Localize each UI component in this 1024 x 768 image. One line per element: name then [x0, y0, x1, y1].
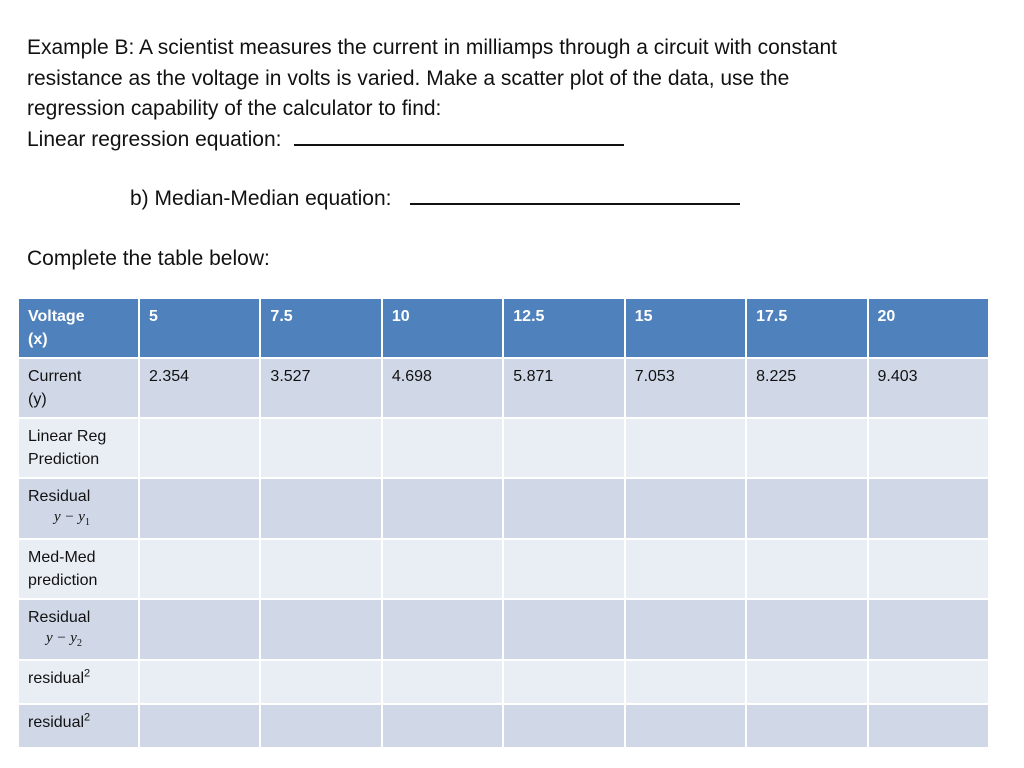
row-label-linear-prediction — [18, 418, 139, 478]
current-cell: 8.225 — [746, 358, 867, 418]
residual-2-formula-text: y − y — [46, 630, 77, 646]
voltage-cell: 5 — [139, 298, 260, 358]
row-label-medmed-prediction — [18, 539, 139, 599]
residual-squared-1-label: residual — [28, 670, 85, 687]
residual-squared-1-input-cell[interactable] — [868, 660, 989, 704]
medmed-prediction-input-cell[interactable] — [260, 539, 381, 599]
voltage-cell: 15 — [625, 298, 746, 358]
residual-squared-2-input-cell[interactable] — [382, 704, 503, 748]
row-label-residual-1 — [18, 478, 139, 539]
current-cell: 7.053 — [625, 358, 746, 418]
residual-1-input-cell[interactable] — [625, 478, 746, 539]
residual-2-input-cell[interactable] — [746, 599, 867, 660]
residual-2-label: Residual — [28, 609, 91, 626]
residual-squared-2-exponent: 2 — [84, 711, 91, 724]
problem-line-3: regression capability of the calculator to find: — [27, 97, 442, 120]
residual-2-input-cell[interactable] — [382, 599, 503, 660]
row-label-voltage — [18, 298, 139, 358]
residual-squared-2-input-cell[interactable] — [746, 704, 867, 748]
table-row-residual-squared-1 — [18, 660, 989, 704]
row-label-residual-squared-2 — [18, 704, 139, 748]
residual-1-input-cell[interactable] — [868, 478, 989, 539]
median-median-label: b) Median-Median equation: — [130, 187, 392, 210]
data-table — [17, 297, 990, 749]
residual-squared-1-input-cell[interactable] — [382, 660, 503, 704]
row-label-residual-2 — [18, 599, 139, 660]
residual-squared-1-input-cell[interactable] — [139, 660, 260, 704]
residual-squared-1-input-cell[interactable] — [625, 660, 746, 704]
problem-statement — [27, 33, 987, 155]
table-row-linear-prediction — [18, 418, 989, 478]
residual-1-input-cell[interactable] — [503, 478, 624, 539]
residual-squared-2-input-cell[interactable] — [868, 704, 989, 748]
residual-squared-1-input-cell[interactable] — [746, 660, 867, 704]
residual-squared-1-exponent: 2 — [84, 667, 91, 680]
current-cell: 4.698 — [382, 358, 503, 418]
linear-prediction-input-cell[interactable] — [868, 418, 989, 478]
row-label-residual-squared-1 — [18, 660, 139, 704]
linear-prediction-input-cell[interactable] — [503, 418, 624, 478]
problem-line-2: resistance as the voltage in volts is varied. Make a scatter plot of the data, use the — [27, 66, 790, 90]
residual-2-input-cell[interactable] — [139, 599, 260, 660]
residual-1-label: Residual — [28, 488, 91, 505]
current-cell: 2.354 — [139, 358, 260, 418]
current-var-label: (y) — [28, 391, 47, 408]
residual-1-formula — [54, 508, 129, 532]
residual-2-input-cell[interactable] — [625, 599, 746, 660]
residual-2-input-cell[interactable] — [503, 599, 624, 660]
residual-squared-1-input-cell[interactable] — [260, 660, 381, 704]
medmed-prediction-input-cell[interactable] — [868, 539, 989, 599]
residual-1-input-cell[interactable] — [139, 478, 260, 539]
linear-prediction-input-cell[interactable] — [260, 418, 381, 478]
table-row-voltage — [18, 298, 989, 358]
linear-prediction-input-cell[interactable] — [625, 418, 746, 478]
linreg-label-2: Prediction — [28, 451, 100, 468]
residual-1-input-cell[interactable] — [746, 478, 867, 539]
table-row-residual-squared-2 — [18, 704, 989, 748]
residual-squared-2-input-cell[interactable] — [139, 704, 260, 748]
medmed-prediction-input-cell[interactable] — [382, 539, 503, 599]
residual-1-input-cell[interactable] — [260, 478, 381, 539]
residual-2-subscript: 2 — [76, 638, 82, 649]
current-cell: 9.403 — [868, 358, 989, 418]
table-row-current — [18, 358, 989, 418]
median-median-line — [130, 185, 740, 211]
problem-line-1: Example B: A scientist measures the current in milliamps through a circuit with constant — [27, 36, 838, 59]
current-label: Current — [28, 368, 82, 385]
medmed-prediction-input-cell[interactable] — [139, 539, 260, 599]
voltage-cell: 12.5 — [503, 298, 624, 358]
linear-prediction-input-cell[interactable] — [139, 418, 260, 478]
residual-squared-2-input-cell[interactable] — [503, 704, 624, 748]
current-cell: 5.871 — [503, 358, 624, 418]
residual-squared-1-input-cell[interactable] — [503, 660, 624, 704]
residual-1-subscript: 1 — [84, 517, 90, 528]
linear-prediction-input-cell[interactable] — [746, 418, 867, 478]
residual-1-formula-text: y − y — [54, 509, 85, 525]
row-label-current — [18, 358, 139, 418]
medmed-prediction-input-cell[interactable] — [503, 539, 624, 599]
medmed-label-2: prediction — [28, 572, 98, 589]
table-instruction: Complete the table below: — [27, 247, 270, 270]
current-cell: 3.527 — [260, 358, 381, 418]
voltage-var-label: (x) — [28, 331, 48, 348]
residual-squared-2-label: residual — [28, 714, 85, 731]
voltage-cell: 7.5 — [260, 298, 381, 358]
voltage-cell: 10 — [382, 298, 503, 358]
residual-2-formula — [46, 629, 129, 653]
medmed-prediction-input-cell[interactable] — [625, 539, 746, 599]
table-row-medmed-prediction — [18, 539, 989, 599]
median-median-answer-blank[interactable] — [410, 185, 740, 205]
residual-1-input-cell[interactable] — [382, 478, 503, 539]
medmed-prediction-input-cell[interactable] — [746, 539, 867, 599]
linear-regression-label: Linear regression equation: — [27, 127, 282, 151]
voltage-cell: 17.5 — [746, 298, 867, 358]
voltage-cell: 20 — [868, 298, 989, 358]
medmed-label-1: Med-Med — [28, 549, 96, 566]
voltage-label: Voltage — [28, 308, 85, 325]
linear-regression-answer-blank[interactable] — [294, 126, 624, 146]
table-row-residual-2 — [18, 599, 989, 660]
table-row-residual-1 — [18, 478, 989, 539]
residual-2-input-cell[interactable] — [868, 599, 989, 660]
residual-2-input-cell[interactable] — [260, 599, 381, 660]
linear-prediction-input-cell[interactable] — [382, 418, 503, 478]
residual-squared-2-input-cell[interactable] — [260, 704, 381, 748]
residual-squared-2-input-cell[interactable] — [625, 704, 746, 748]
linreg-label-1: Linear Reg — [28, 428, 107, 445]
linear-regression-line — [27, 125, 987, 156]
